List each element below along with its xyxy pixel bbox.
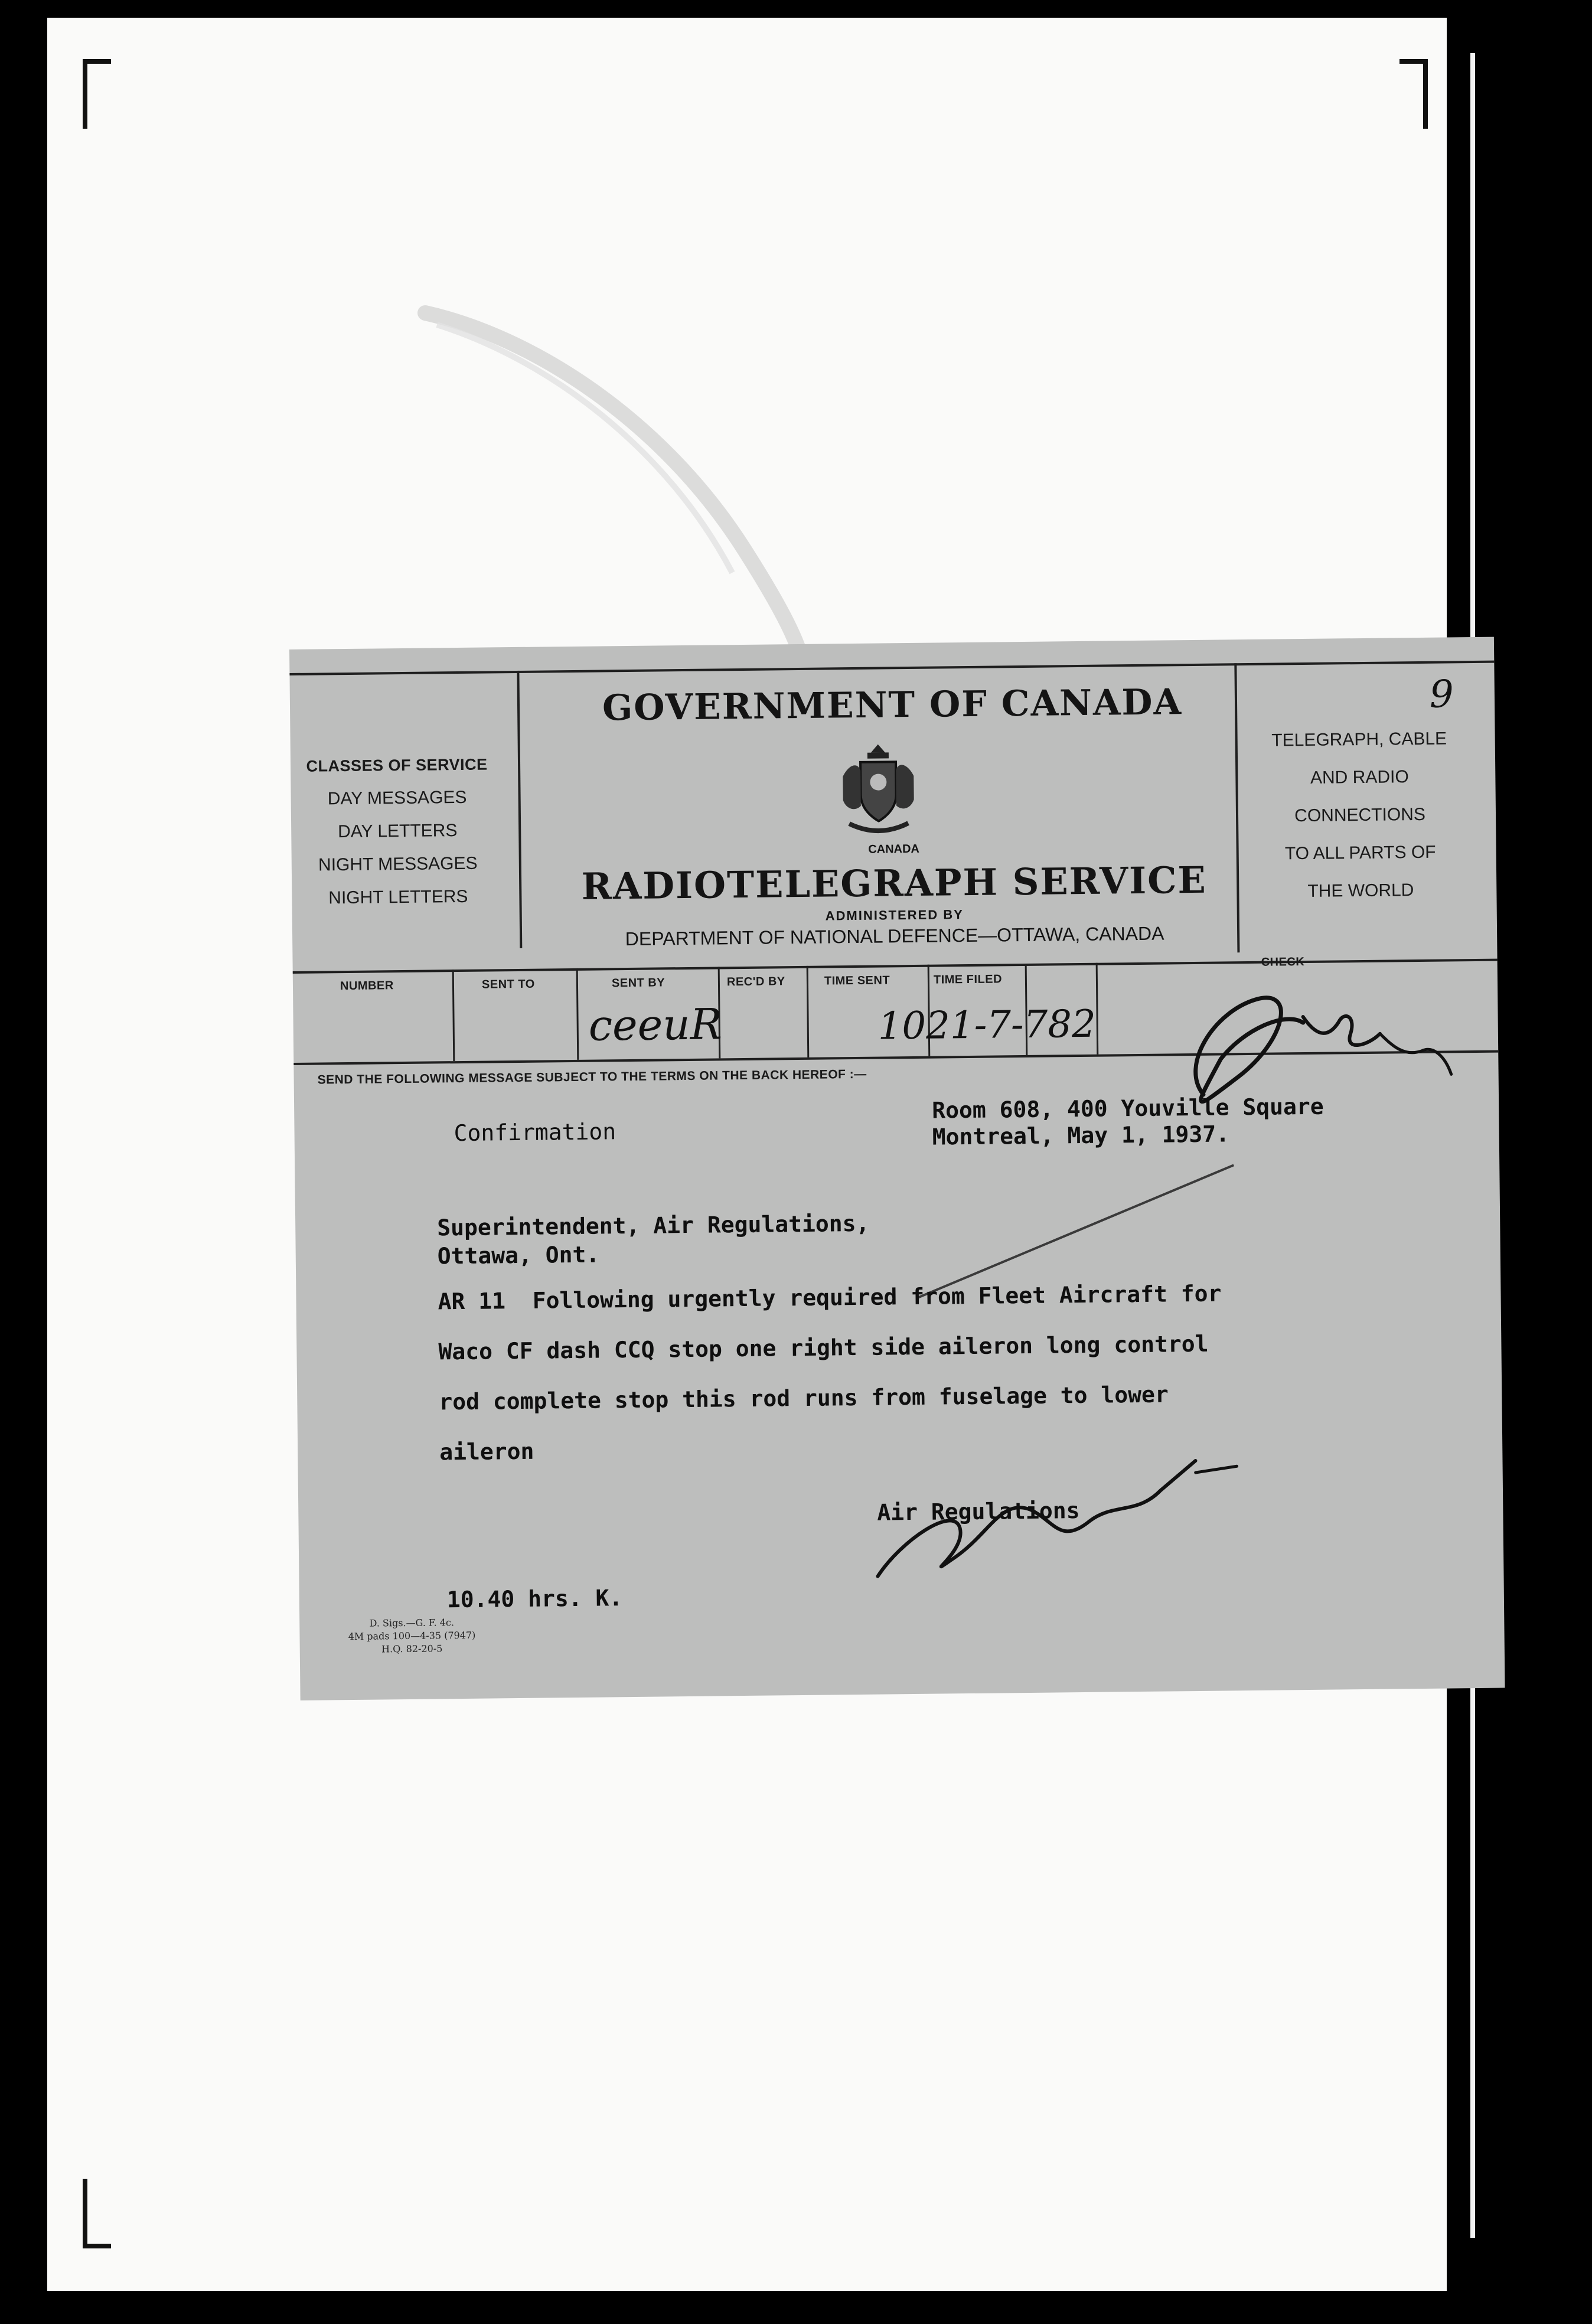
classes-of-service (302, 748, 493, 915)
signature-typed: Air Regulations (877, 1497, 1080, 1526)
telegram-form (289, 637, 1505, 1700)
col-divider-4 (807, 966, 810, 1057)
crop-mark-top-left (83, 59, 111, 129)
handwritten-signature (864, 1401, 1244, 1594)
page-number: 9 (1429, 673, 1454, 717)
administered-by: ADMINISTERED BY (825, 907, 964, 923)
message-body-line-3: rod complete stop this rod runs from fuselage to lower (439, 1381, 1169, 1415)
time-footer: 10.40 hrs. K. (446, 1585, 623, 1613)
service-title: RADIOTELEGRAPH SERVICE (581, 858, 1208, 908)
col-recd-by: REC'D BY (726, 975, 785, 989)
crest-caption: CANADA (868, 842, 920, 856)
col-time-filed: TIME FILED (933, 972, 1003, 987)
crop-mark-bottom-left (83, 2179, 111, 2248)
print-code-line-3: H.Q. 82-20-5 (381, 1643, 443, 1655)
sender-address-line-1: Room 608, 400 Youville Square (932, 1093, 1324, 1124)
print-code-line-1: D. Sigs.—G. F. 4c. (369, 1617, 455, 1629)
col-sent-to: SENT TO (481, 977, 535, 991)
class-night-letters: NIGHT LETTERS (328, 886, 468, 908)
send-instruction: SEND THE FOLLOWING MESSAGE SUBJECT TO THE TERMS ON THE BACK HEREOF :— (317, 1067, 867, 1087)
recipient-line-1: Superintendent, Air Regulations, (437, 1210, 870, 1241)
crop-mark-top-right (1399, 59, 1428, 129)
col-time-sent: TIME SENT (824, 974, 890, 988)
message-body-line-4: aileron (439, 1438, 534, 1465)
coat-of-arms-icon (837, 740, 921, 841)
connections-line-4: TO ALL PARTS OF (1284, 842, 1436, 864)
message-label: Confirmation (454, 1118, 616, 1147)
connections-line-2: AND RADIO (1310, 767, 1409, 788)
col-number: NUMBER (340, 979, 394, 993)
connections-line-5: THE WORLD (1307, 880, 1414, 901)
columns-top-rule (293, 959, 1498, 974)
connections-block (1247, 720, 1473, 911)
department-line: DEPARTMENT OF NATIONAL DEFENCE—OTTAWA, CANADA (625, 922, 1164, 950)
col-divider-7 (1096, 963, 1099, 1055)
form-print-code (323, 1615, 501, 1656)
recipient-line-2: Ottawa, Ont. (437, 1241, 600, 1269)
check-scribble (1167, 974, 1463, 1112)
connections-line-1: TELEGRAPH, CABLE (1271, 729, 1447, 750)
header-top-rule (289, 661, 1494, 675)
col-divider-2 (576, 968, 579, 1060)
col-divider-1 (452, 970, 455, 1061)
classes-heading: CLASSES OF SERVICE (306, 755, 488, 775)
class-night-messages: NIGHT MESSAGES (318, 853, 478, 875)
col-sent-by: SENT BY (611, 976, 665, 990)
time-filed-value: 1021-7-782 (877, 1002, 1097, 1049)
col-check: CHECK (1261, 955, 1305, 969)
sender-address-line-2: Montreal, May 1, 1937. (932, 1121, 1230, 1150)
connections-line-3: CONNECTIONS (1294, 804, 1426, 826)
print-code-line-2: 4M pads 100—4-35 (7947) (348, 1629, 476, 1643)
form-title: GOVERNMENT OF CANADA (602, 681, 1183, 729)
class-day-messages: DAY MESSAGES (327, 787, 467, 809)
class-day-letters: DAY LETTERS (337, 821, 458, 842)
message-body-line-1: AR 11 Following urgently required from Fleet Aircraft for (438, 1280, 1222, 1315)
message-body-line-2: Waco CF dash CCQ stop one right side aileron long control (438, 1330, 1209, 1365)
sent-by-initials: ceeuR (588, 999, 723, 1050)
